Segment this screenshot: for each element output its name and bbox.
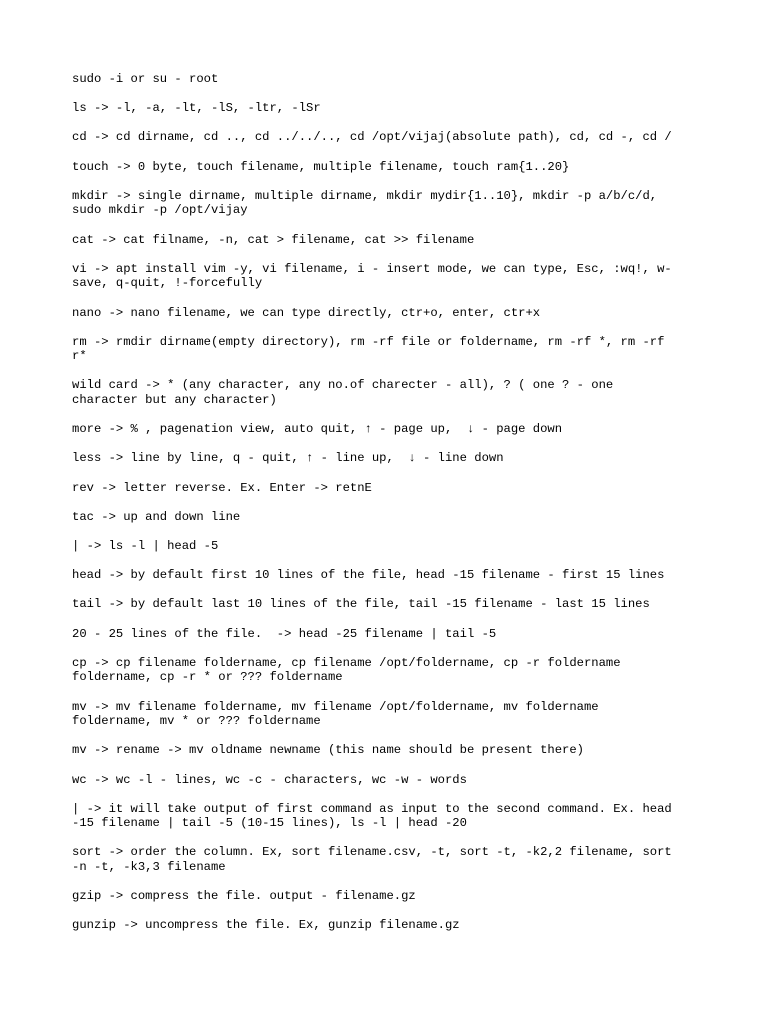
note-gzip: gzip -> compress the file. output - filename.gz [72,889,416,904]
note-gunzip: gunzip -> uncompress the file. Ex, gunzip filename.gz [72,918,460,933]
note-more: more -> % , pagenation view, auto quit, ↑ - page up, ↓ - page down [72,422,563,437]
note-tail: tail -> by default last 10 lines of the file, tail -15 filename - last 15 lines [72,597,650,612]
note-mv-rename: mv -> rename -> mv oldname newname (this name should be present there) [72,743,584,758]
note-cp: cp -> cp filename foldername, cp filename /opt/foldername, cp -r foldername foldername, cp -r * or ??? foldername [72,655,621,685]
note-rm: rm -> rmdir dirname(empty directory), rm -rf file or foldername, rm -rf *, rm -rf r* [72,334,665,364]
note-sudo-root: sudo -i or su - root [72,72,219,86]
note-mv: mv -> mv filename foldername, mv filename /opt/foldername, mv foldername foldername, mv * or ??? foldername [72,699,599,729]
note-less: less -> line by line, q - quit, ↑ - line up, ↓ - line down [72,451,504,466]
note-tac: tac -> up and down line [72,509,241,524]
note-head: head -> by default first 10 lines of the file, head -15 filename - first 15 lines [72,568,665,583]
note-mkdir: mkdir -> single dirname, multiple dirname, mkdir mydir{1..10}, mkdir -p a/b/c/d, sudo mkdir -p /opt/vijay [72,188,658,218]
note-sort: sort -> order the column. Ex, sort filename.csv, -t, sort -t, -k2,2 filename, sort -n -t, -k3,3 filename [72,845,672,875]
note-rev: rev -> letter reverse. Ex. Enter -> retnE [72,480,372,495]
note-wc: wc -> wc -l - lines, wc -c - characters, wc -w - words [72,772,467,787]
command-notes-list [72,72,702,948]
note-touch: touch -> 0 byte, touch filename, multiple filename, touch ram{1..20} [72,159,570,174]
note-vi: vi -> apt install vim -y, vi filename, i - insert mode, we can type, Esc, :wq!, w- save, q-quit, !-forcefully [72,261,672,291]
note-nano: nano -> nano filename, we can type directly, ctr+o, enter, ctr+x [72,305,541,320]
note-cat: cat -> cat filname, -n, cat > filename, cat >> filename [72,232,475,247]
note-pipe-example: | -> ls -l | head -5 [72,539,219,553]
note-line-range: 20 - 25 lines of the file. -> head -25 filename | tail -5 [72,626,497,641]
note-wildcard: wild card -> * (any character, any no.of charecter - all), ? ( one ? - one character but any character) [72,378,614,408]
note-ls: ls -> -l, -a, -lt, -lS, -ltr, -lSr [72,101,321,116]
note-cd: cd -> cd dirname, cd .., cd ../../.., cd /opt/vijaj(absolute path), cd, cd -, cd / [72,130,672,145]
note-pipe-explained: | -> it will take output of first command as input to the second command. Ex. head -15 filename | tail -5 (10-15 lines), ls -l | head -20 [72,801,672,831]
